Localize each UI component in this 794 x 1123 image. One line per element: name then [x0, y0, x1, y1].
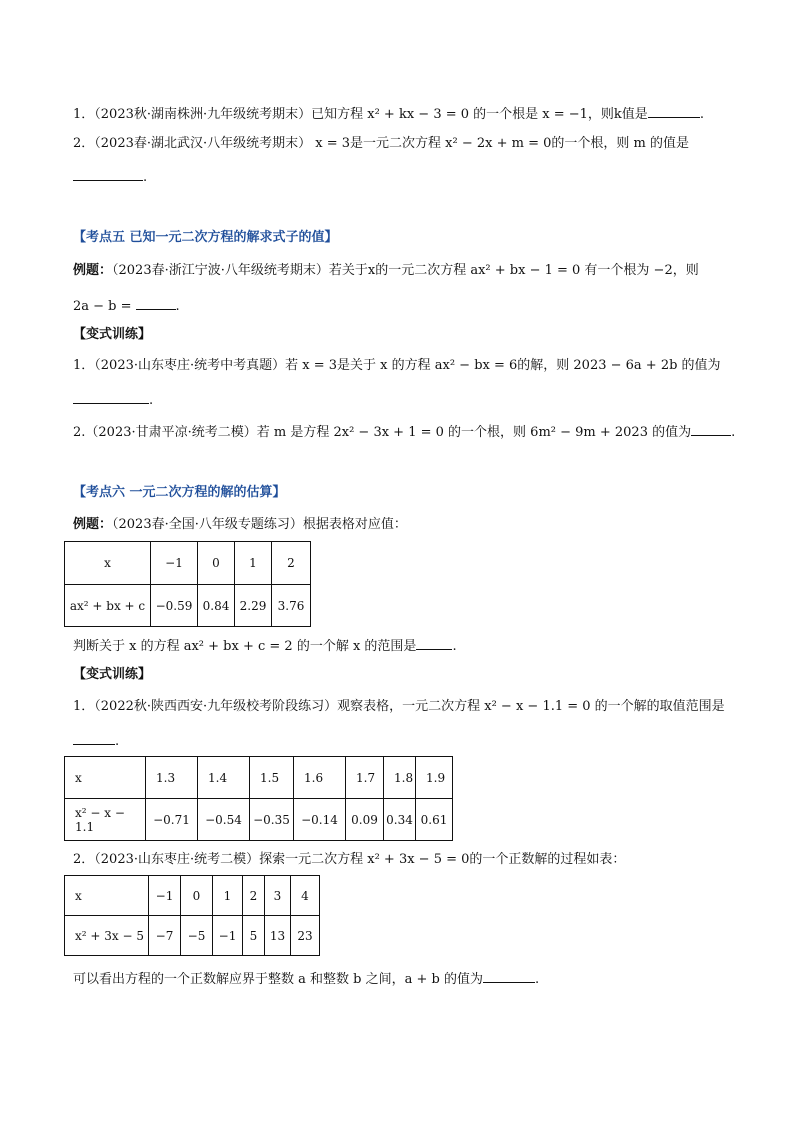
section-5-practice-label: 【变式训练】 [73, 327, 152, 342]
table-cell: −7 [149, 916, 181, 956]
answer-blank [483, 968, 535, 983]
period: . [115, 734, 120, 749]
table-cell: −1 [213, 916, 243, 956]
table-cell: 1.8 [384, 757, 416, 799]
answer-blank [416, 635, 452, 650]
section-5-practice-1-answer [73, 389, 153, 411]
practice-1-text: 1．（2023·山东枣庄·统考中考真题）若 x = 3是关于 x 的方程 ax² − bx = 6的解，则 2023 − 6a + 2b 的值为 [73, 358, 721, 373]
table-cell: 0 [198, 542, 235, 585]
table-cell: x [65, 542, 151, 585]
practice-2-question-text: 可以看出方程的一个正数解应界于整数 a 和整数 b 之间，a + b 的值为 [73, 972, 483, 987]
table-cell: 1 [213, 876, 243, 916]
section-5-example-cont [73, 295, 180, 317]
table-cell: −0.14 [294, 799, 346, 841]
question-1-text: 1．（2023秋·湖南株洲·九年级统考期末）已知方程 x² + kx − 3 = 0 的一个根是 x = −1，则k值是 [73, 107, 648, 122]
table-cell: ax² + bx + c [65, 585, 151, 627]
period: . [149, 393, 154, 408]
table-cell: x² + 3x − 5 [65, 916, 149, 956]
table-cell: 0.34 [384, 799, 416, 841]
value-table-2 [64, 756, 453, 841]
example-text: （2023春·全国·八年级专题练习）根据表格对应值： [112, 517, 407, 532]
table-cell: 1.6 [294, 757, 346, 799]
table-cell: −1 [149, 876, 181, 916]
table-cell: x [65, 876, 149, 916]
table-cell: 1 [235, 542, 272, 585]
period: . [534, 972, 540, 987]
section-6-practice-label: 【变式训练】 [73, 667, 152, 682]
table-cell: −0.35 [250, 799, 294, 841]
table-cell: x [65, 757, 146, 799]
answer-blank [691, 421, 731, 436]
section-6-practice-1 [73, 697, 725, 717]
value-table-3 [64, 875, 320, 956]
table-cell: 1.5 [250, 757, 294, 799]
table-cell: x² − x − 1.1 [65, 799, 146, 841]
table-cell: −0.54 [198, 799, 250, 841]
answer-blank [648, 103, 700, 118]
question-2-answer [73, 166, 147, 188]
table-cell: −0.59 [151, 585, 198, 627]
table-cell: 0 [181, 876, 213, 916]
table-cell: 3.76 [272, 585, 311, 627]
section-5-example [73, 261, 699, 281]
section-6-title: 【考点六 一元二次方程的解的估算】 [73, 485, 286, 500]
table-cell: 2.29 [235, 585, 272, 627]
answer-blank [136, 295, 176, 310]
answer-blank [73, 730, 115, 745]
section-5-practice-2 [73, 421, 735, 443]
section-6-example-question [73, 635, 457, 657]
period: . [452, 639, 457, 654]
example-label: 例题： [73, 517, 113, 532]
value-table-1 [64, 541, 311, 627]
example-text: （2023春·浙江宁波·八年级统考期末）若关于x的一元二次方程 ax² + bx − 1 = 0 有一个根为 −2，则 [112, 263, 699, 278]
table-cell: 2 [243, 876, 265, 916]
table-cell: 0.61 [416, 799, 453, 841]
section-5-title: 【考点五 已知一元二次方程的解求式子的值】 [73, 230, 338, 245]
section-6-example [73, 515, 407, 535]
example-label: 例题： [73, 263, 113, 278]
table-cell: 3 [265, 876, 291, 916]
practice-2-text: 2．（2023·山东枣庄·统考二模）探索一元二次方程 x² + 3x − 5 = 0的一个正数解的过程如表： [73, 852, 626, 867]
table-cell: 2 [272, 542, 311, 585]
table-cell: 0.84 [198, 585, 235, 627]
table-cell: 0.09 [346, 799, 384, 841]
practice-1-text: 1．（2022秋·陕西西安·九年级校考阶段练习）观察表格，一元二次方程 x² − x − 1.1 = 0 的一个解的取值范围是 [73, 699, 725, 714]
table-cell: 5 [243, 916, 265, 956]
period: . [175, 299, 180, 314]
table-cell: −5 [181, 916, 213, 956]
question-2 [73, 134, 689, 154]
period: . [699, 107, 704, 122]
section-6-practice-1-answer [73, 730, 119, 752]
answer-blank [73, 166, 143, 181]
table-cell: 1.3 [146, 757, 198, 799]
table-cell: 13 [265, 916, 291, 956]
table-cell: −0.71 [146, 799, 198, 841]
section-5-practice-1 [73, 356, 721, 376]
table-cell: 1.9 [416, 757, 453, 799]
question-1 [73, 103, 704, 125]
practice-2-text: 2.（2023·甘肃平凉·统考二模）若 m 是方程 2x² − 3x + 1 = 0 的一个根，则 6m² − 9m + 2023 的值为 [73, 425, 692, 440]
question-2-text: 2．（2023春·湖北武汉·八年级统考期末） x = 3是一元二次方程 x² − 2x + m = 0的一个根，则 m 的值是 [73, 136, 689, 151]
answer-blank [73, 389, 149, 404]
period: . [731, 425, 736, 440]
period: . [143, 170, 148, 185]
section-6-practice-2-question [73, 968, 539, 990]
table-cell: 1.7 [346, 757, 384, 799]
table-cell: 1.4 [198, 757, 250, 799]
table-cell: 23 [291, 916, 320, 956]
section-6-practice-2 [73, 850, 625, 870]
example-text-2: 2a − b = [73, 299, 132, 314]
table-cell: −1 [151, 542, 198, 585]
table-cell: 4 [291, 876, 320, 916]
example-question-text: 判断关于 x 的方程 ax² + bx + c = 2 的一个解 x 的范围是 [73, 639, 417, 654]
